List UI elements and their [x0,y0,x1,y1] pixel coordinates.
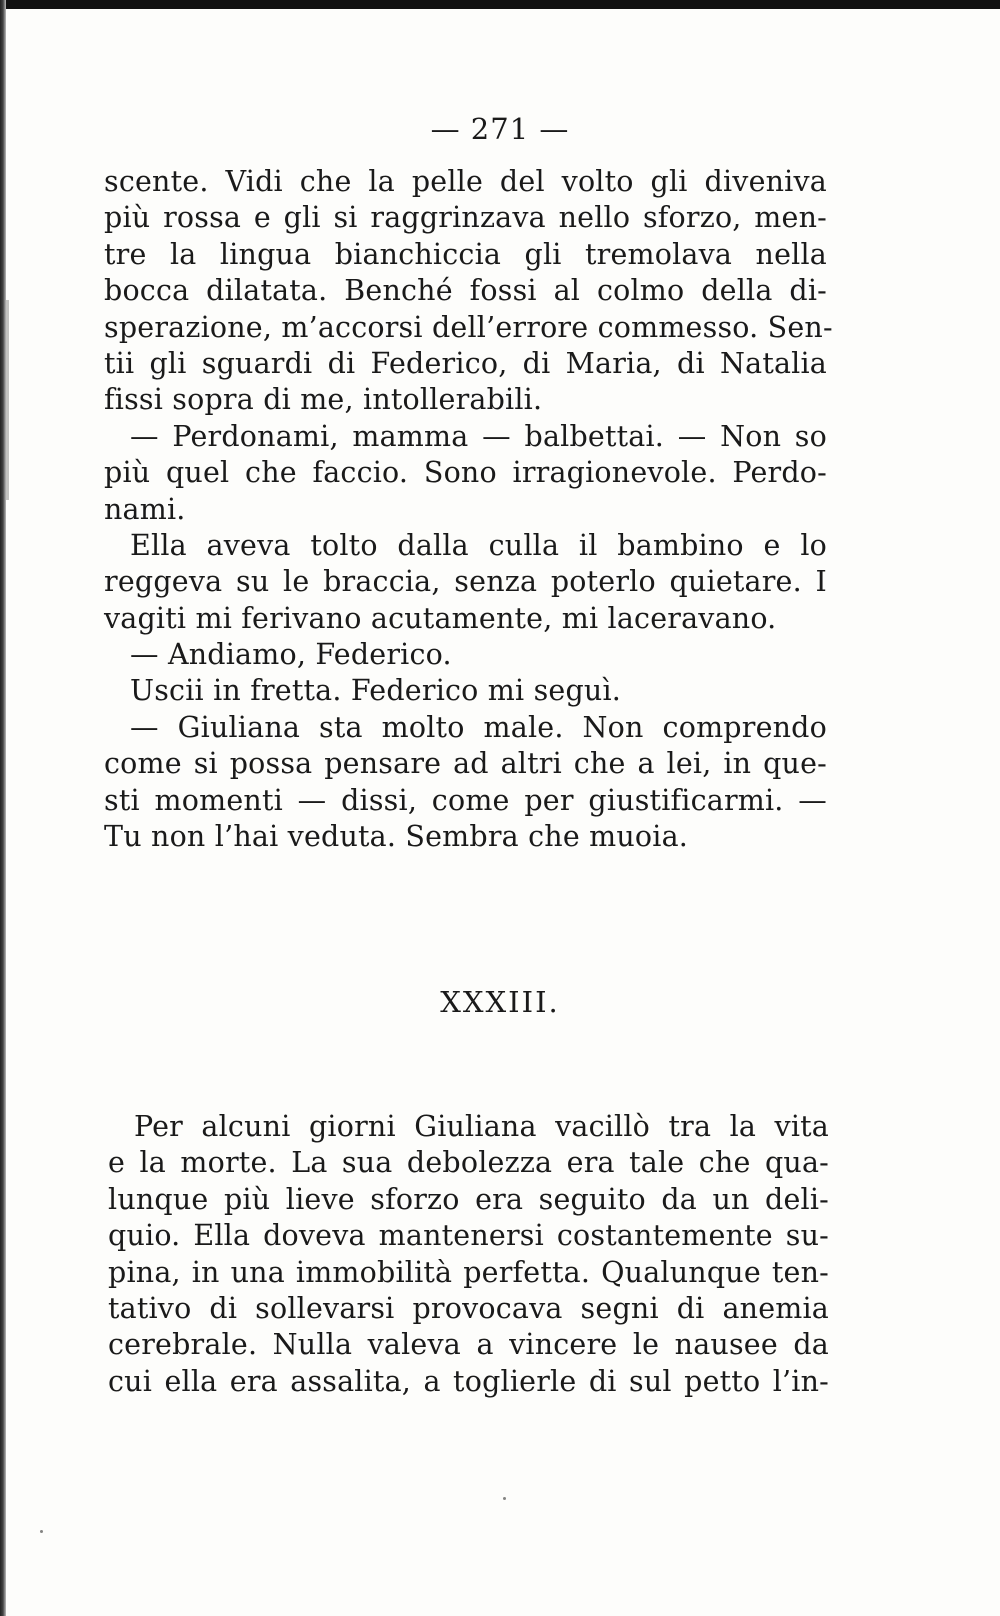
text-line: tii gli sguardi di Federico, di Maria, di Natalia [104,346,827,380]
text-line: quio. Ella doveva mantenersi costantemente su- [108,1219,829,1253]
text-line: bocca dilatata. Benché fossi al colmo della di- [104,274,827,308]
text-line: vagiti mi ferivano acutamente, mi laceravano. [104,601,777,635]
scan-edge-top [0,0,1000,9]
text-line: sti momenti — dissi, come per giustificarmi. — [104,783,827,817]
scan-stain [6,300,9,500]
text-line: e la morte. La sua debolezza era tale che qua- [108,1146,829,1180]
text-line: scente. Vidi che la pelle del volto gli diveniva [104,165,827,198]
paragraph-block-lower [108,1109,829,1400]
text-line: Ella aveva tolto dalla culla il bambino e lo [130,528,827,562]
text-line: come si possa pensare ad altri che a lei, in que- [104,747,827,781]
text-line: cerebrale. Nulla valeva a vincere le nausee da [108,1328,829,1362]
text-line: nami. [104,492,186,526]
scan-edge-left [0,0,6,1616]
text-line: — Perdonami, mamma — balbettai. — Non so [130,419,827,453]
text-line: Tu non l’hai veduta. Sembra che muoia. [104,820,689,854]
paragraph-block-upper [104,164,833,855]
text-line: — Andiamo, Federico. [130,638,452,672]
text-line: Uscii in fretta. Federico mi seguì. [130,674,622,708]
text-line: Per alcuni giorni Giuliana vacillò tra la vita [134,1110,829,1143]
text-line: lunque più lieve sforzo era seguito da un deli- [108,1182,829,1216]
scan-speck [503,1497,506,1500]
text-line: reggeva su le braccia, senza poterlo quietare. I [104,565,827,599]
text-line: pina, in una immobilità perfetta. Qualunque ten- [108,1255,829,1289]
text-line: tre la lingua bianchiccia gli tremolava nella [104,237,827,271]
text-line: sperazione, m’accorsi dell’errore commesso. Sen- [104,310,833,344]
page-number: — 271 — [430,112,570,146]
text-line: più rossa e gli si raggrinzava nello sforzo, men- [104,201,827,235]
chapter-heading: XXXIII. [440,985,560,1019]
text-line: tativo di sollevarsi provocava segni di anemia [108,1291,829,1325]
text-line: — Giuliana sta molto male. Non comprendo [130,710,827,744]
text-line: cui ella era assalita, a toglierle di sul petto l’in- [108,1364,829,1398]
text-line: più quel che faccio. Sono irragionevole. Perdo- [104,456,827,490]
scan-speck [40,1530,43,1533]
text-line: fissi sopra di me, intollerabili. [104,383,543,417]
